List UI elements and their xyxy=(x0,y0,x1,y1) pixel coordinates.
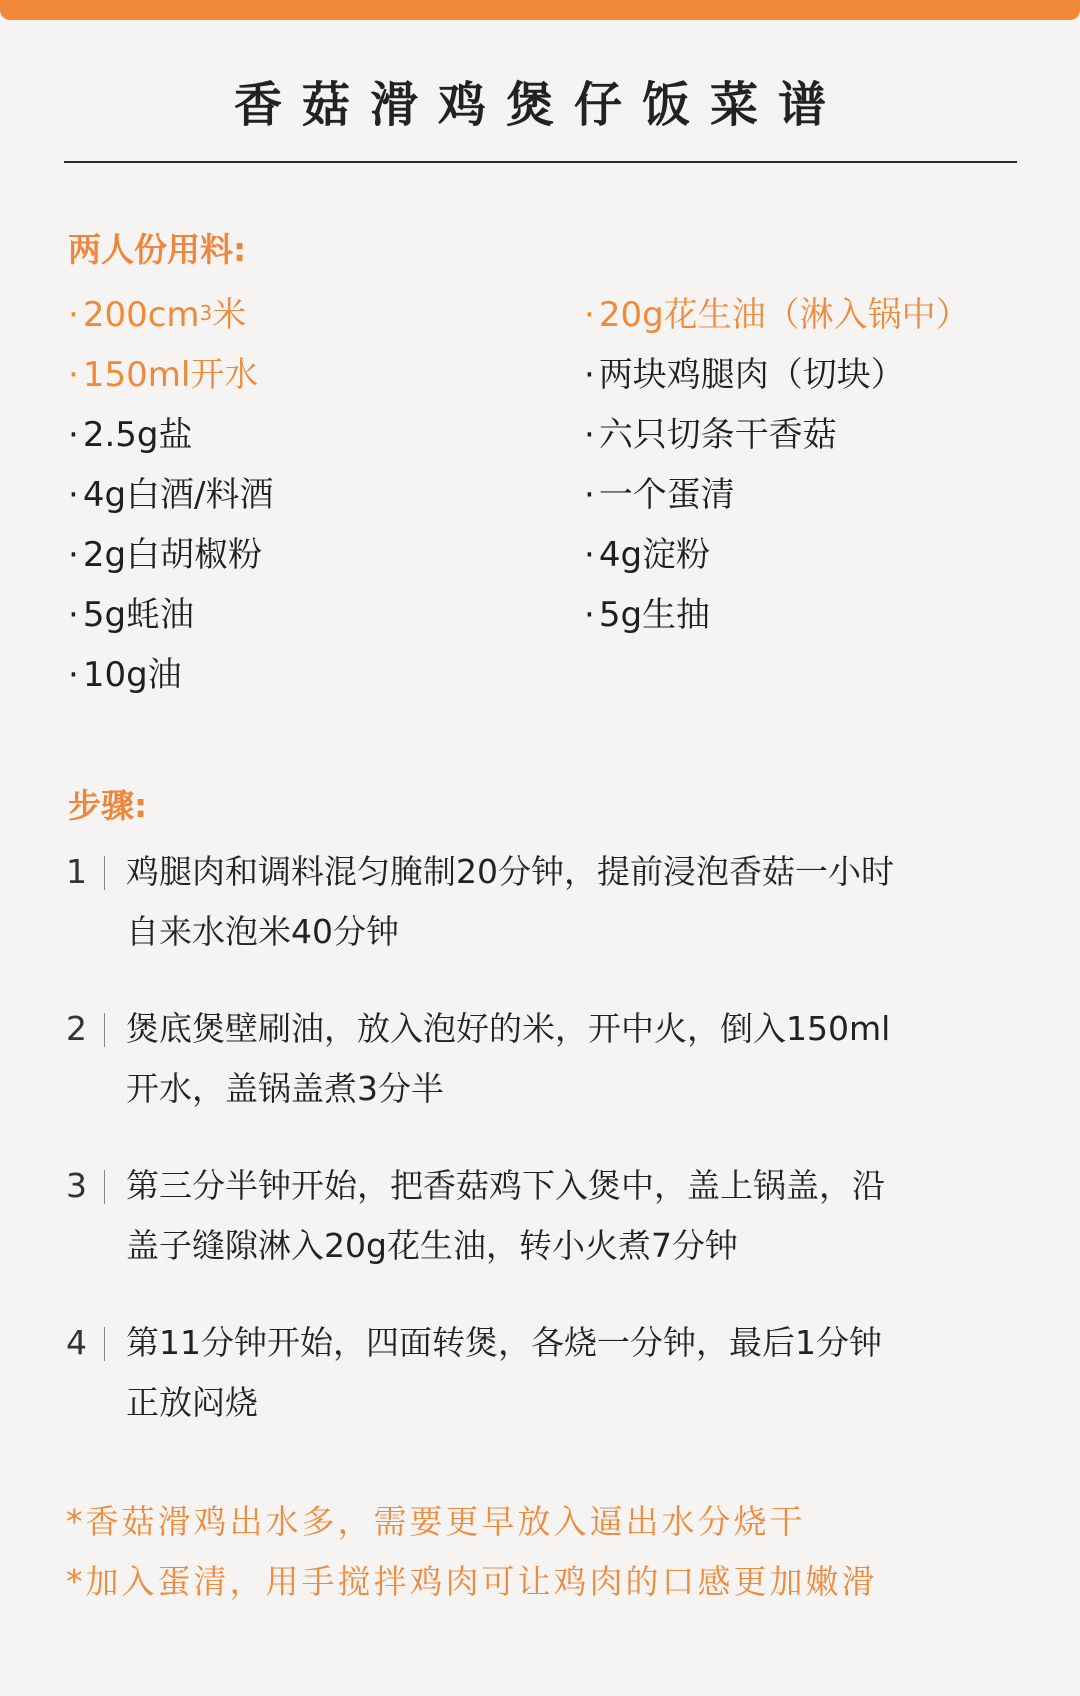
step-line: 正放闷烧 xyxy=(126,1383,258,1422)
step-number: 2 xyxy=(66,1009,87,1048)
step-line: 第三分半钟开始，把香菇鸡下入煲中，盖上锅盖，沿 xyxy=(126,1166,885,1205)
step-number: 4 xyxy=(66,1323,87,1362)
title-divider xyxy=(64,161,1017,163)
ingredients-heading: 两人份用料: xyxy=(68,230,247,269)
ingredient-right-4: · 一个蛋清 xyxy=(584,475,735,515)
page-title: 香菇滑鸡煲仔饭菜谱 xyxy=(233,77,846,133)
step-number: 3 xyxy=(66,1166,87,1205)
step-separator xyxy=(104,856,105,890)
tip-note-1: *香菇滑鸡出水多，需要更早放入逼出水分烧干 xyxy=(66,1502,806,1541)
tip-note-2: *加入蛋清，用手搅拌鸡肉可让鸡肉的口感更加嫩滑 xyxy=(66,1562,878,1601)
ingredient-left-7: · 10g油 xyxy=(68,655,182,695)
step-separator xyxy=(104,1327,105,1361)
step-line: 开水，盖锅盖煮3分半 xyxy=(126,1069,444,1108)
ingredient-right-2: · 两块鸡腿肉（切块） xyxy=(584,355,905,395)
ingredient-right-1: · 20g花生油（淋入锅中） xyxy=(584,295,970,335)
step-line: 鸡腿肉和调料混匀腌制20分钟，提前浸泡香菇一小时 xyxy=(126,852,894,891)
step-line: 盖子缝隙淋入20g花生油，转小火煮7分钟 xyxy=(126,1226,738,1265)
ingredient-left-5: · 2g白胡椒粉 xyxy=(68,535,263,575)
top-accent-bar xyxy=(0,0,1080,20)
step-separator xyxy=(104,1170,105,1204)
ingredient-right-3: · 六只切条干香菇 xyxy=(584,415,837,455)
step-line: 自来水泡米40分钟 xyxy=(126,912,399,951)
ingredient-right-5: · 4g淀粉 xyxy=(584,535,711,575)
ingredient-left-6: · 5g蚝油 xyxy=(68,595,195,635)
ingredient-left-2: · 150ml开水 xyxy=(68,355,259,395)
ingredient-left-4: · 4g白酒/料酒 xyxy=(68,475,274,515)
step-number: 1 xyxy=(66,852,87,891)
ingredient-right-6: · 5g生抽 xyxy=(584,595,711,635)
step-line: 第11分钟开始，四面转煲，各烧一分钟，最后1分钟 xyxy=(126,1323,882,1362)
step-line: 煲底煲壁刷油，放入泡好的米，开中火，倒入150ml xyxy=(126,1009,891,1048)
ingredient-left-1: · $200cm^3$米 xyxy=(68,295,247,335)
step-separator xyxy=(104,1013,105,1047)
steps-heading: 步骤: xyxy=(68,786,148,825)
ingredient-left-3: · 2.5g盐 xyxy=(68,415,193,455)
